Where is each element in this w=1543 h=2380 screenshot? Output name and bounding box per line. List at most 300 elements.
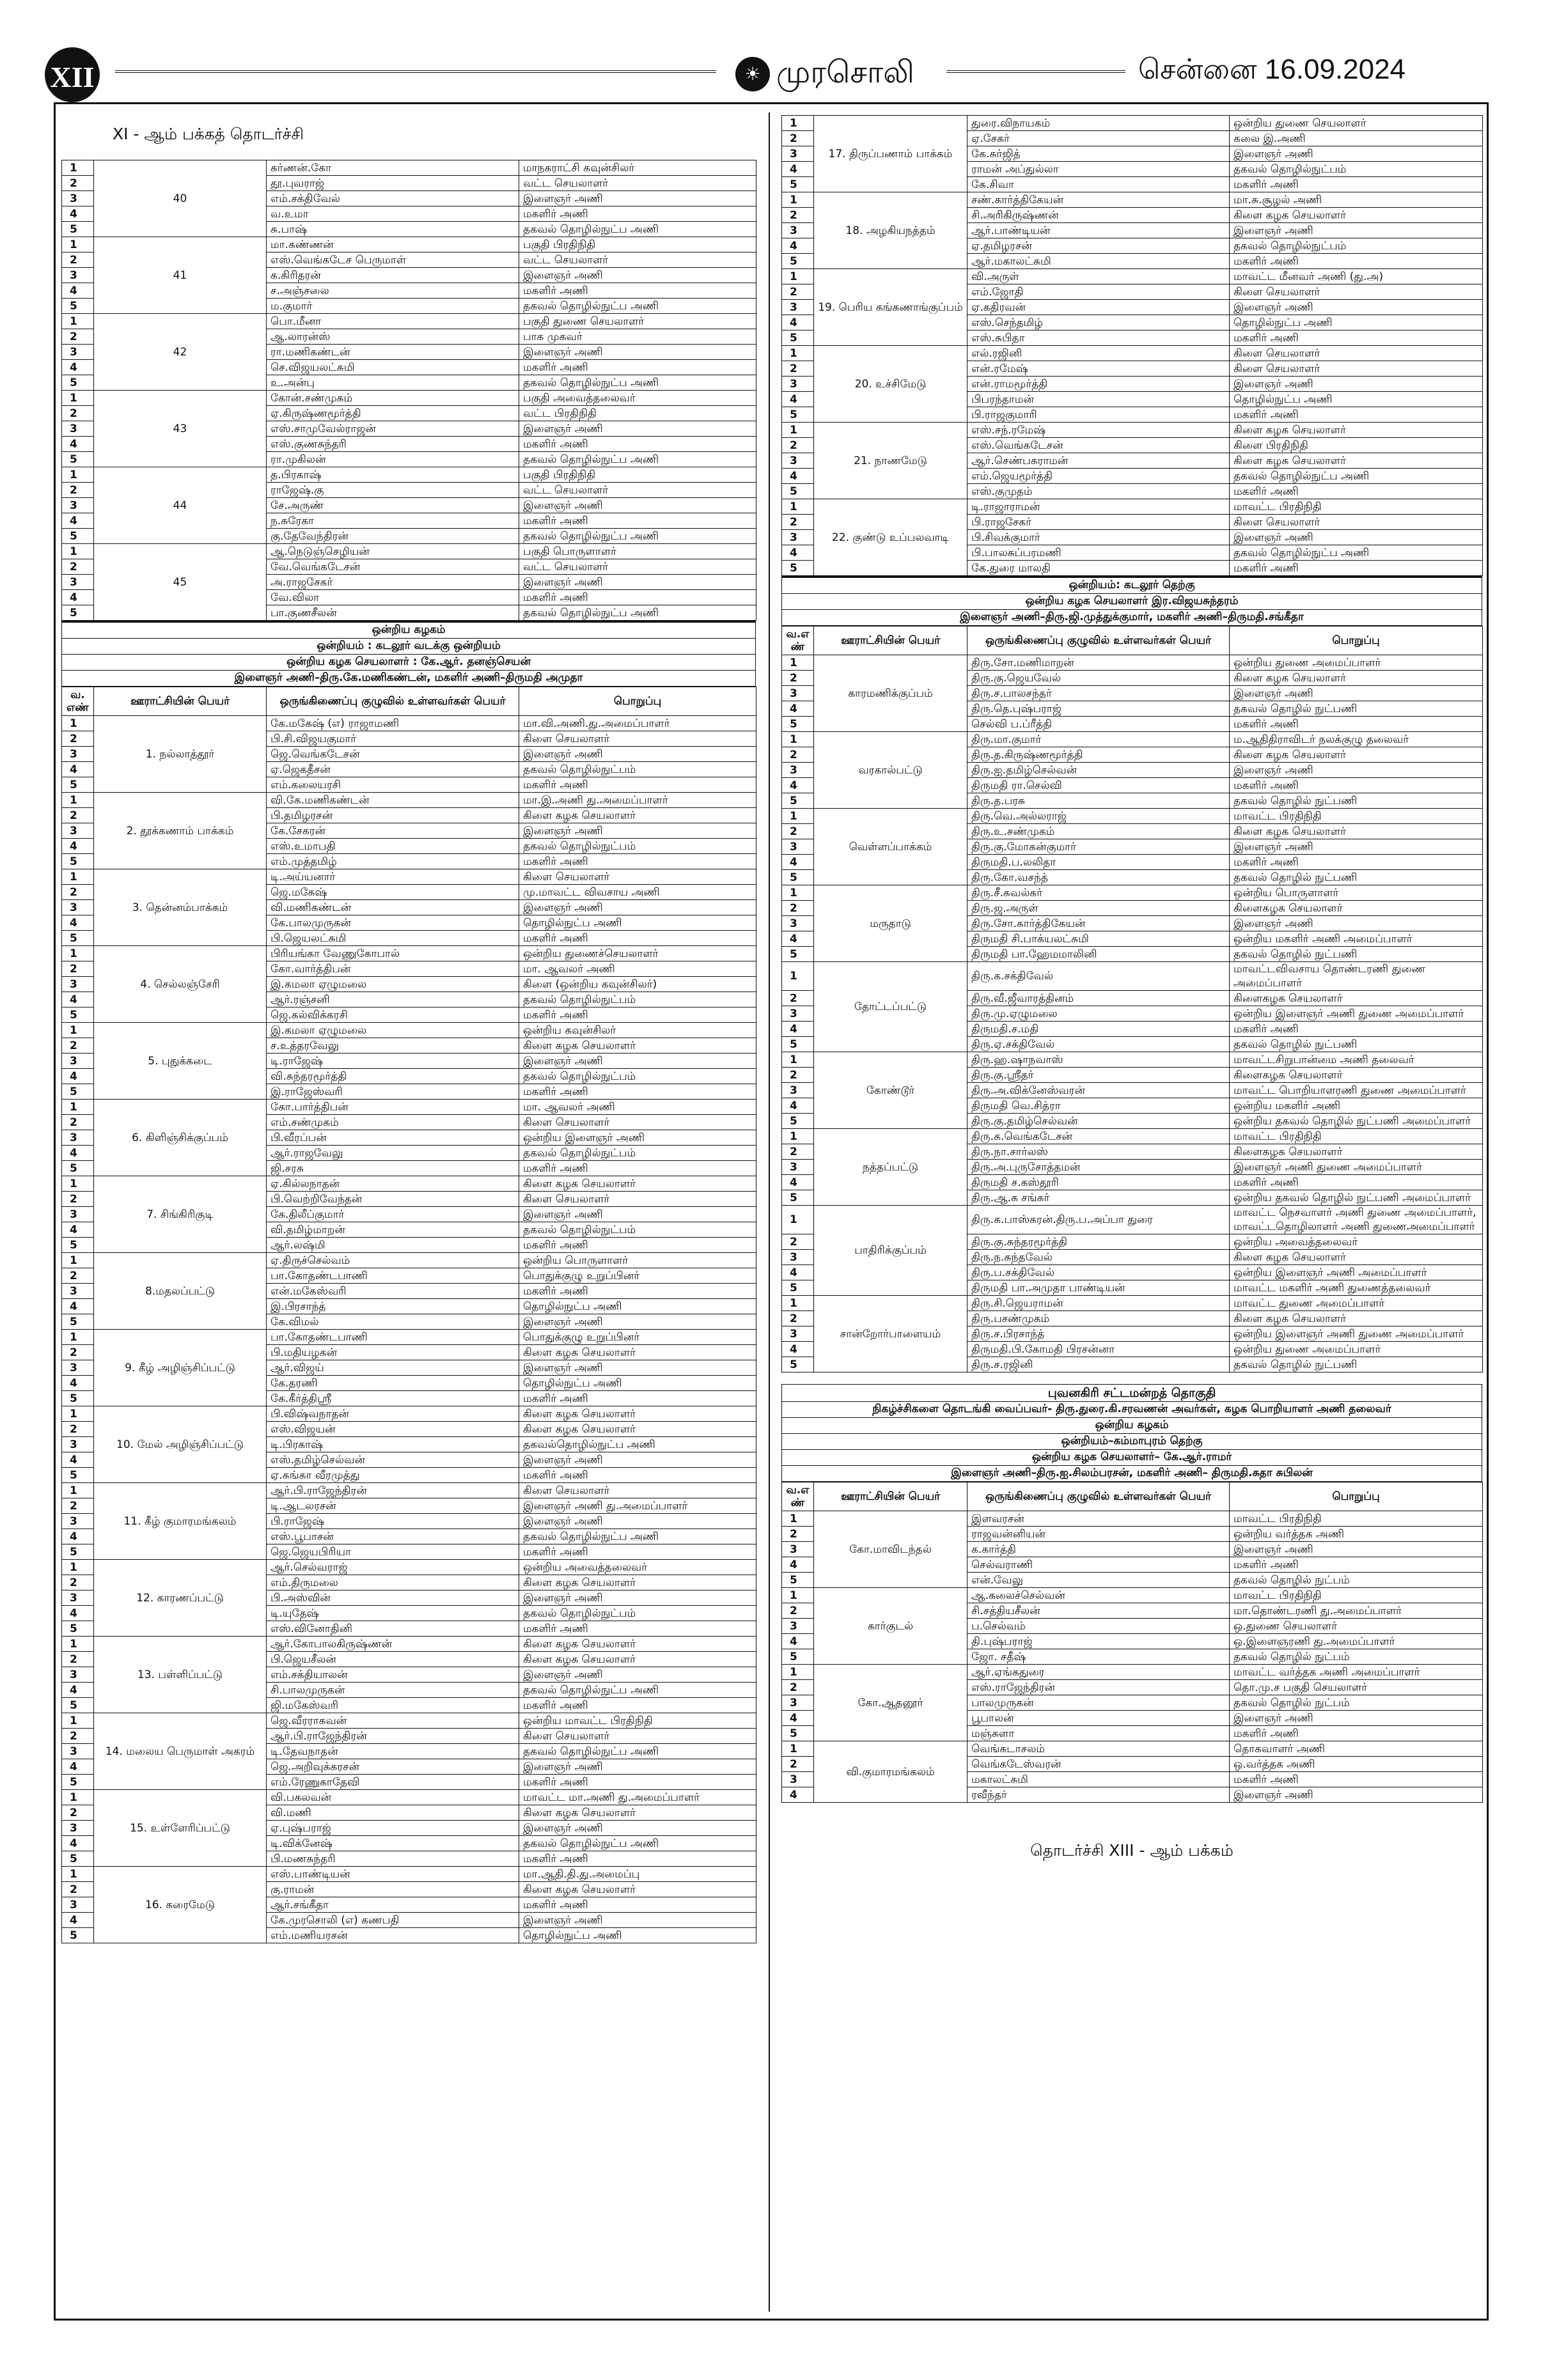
member-name: திரு.ந.சுந்தவேல் [967, 1250, 1230, 1265]
serial-number: 4 [782, 1098, 814, 1114]
table-row [62, 1330, 756, 1345]
member-name: திரு.மு.ஏழுமலை [967, 1006, 1230, 1022]
member-role: மாவட்ட பிரதிநிதி [1230, 809, 1483, 824]
area-name: காரமணிக்குப்பம் [814, 655, 967, 732]
member-role: பொதுக்குழு உறுப்பினர் [519, 1330, 756, 1345]
member-role: கிளை கழக செயலாளர் [1230, 1250, 1483, 1265]
serial-number: 2 [62, 1805, 94, 1821]
serial-number: 3 [782, 1326, 814, 1342]
serial-number: 2 [782, 1311, 814, 1326]
member-role: தகவல் தொழில் நுட்பணி [1230, 793, 1483, 809]
member-name: பி.மணசுந்தரி [267, 1851, 519, 1867]
header-sn: வ.எ ண் [782, 1482, 814, 1511]
member-role: கிளை பிரதிநிதி [1230, 438, 1483, 453]
member-name: வி.கே.மணிகண்டன் [267, 793, 519, 808]
member-role: தகவல் தொழில்நுட்பம் [1230, 162, 1483, 177]
member-name: ஜெ.வெங்கடேசன் [267, 747, 519, 762]
member-name: கே.முரசொலி (எ) கணபதி [267, 1913, 519, 1928]
table-row [62, 391, 756, 406]
serial-number: 4 [62, 1529, 94, 1544]
member-role: ஒன்றிய மகளிர் அணி [1230, 1098, 1483, 1114]
serial-number: 5 [782, 254, 814, 269]
serial-number: 4 [62, 1069, 94, 1084]
member-role: இளைஞர் அணி [519, 1054, 756, 1069]
serial-number: 1 [782, 885, 814, 901]
serial-number: 1 [782, 1129, 814, 1144]
member-role: மகளிர் அணி [1230, 1557, 1483, 1573]
member-name: ஜெ.ஜெயபிரியா [267, 1544, 519, 1560]
member-name: பா.குணசீலன் [267, 605, 519, 621]
member-role: தகவல் தொழில்நுட்ப அணி [519, 605, 756, 621]
member-role: மாநகராட்சி கவுன்சிலர் [519, 160, 756, 176]
serial-number: 5 [782, 1114, 814, 1129]
serial-number: 2 [62, 1268, 94, 1284]
member-role: கிளை கழக செயலாளர் [1230, 671, 1483, 686]
masthead [45, 45, 1496, 109]
member-name: கே.திலீப்குமார் [267, 1207, 519, 1222]
serial-number: 3 [782, 763, 814, 778]
serial-number: 1 [782, 116, 814, 131]
member-name: திரு.த.கிருஷ்ணமூர்த்தி [967, 747, 1230, 763]
member-name: இளவரசன் [967, 1511, 1230, 1527]
serial-number: 2 [62, 1652, 94, 1667]
member-role: மகளிர் அணி [1230, 1726, 1483, 1741]
member-name: திருமதி பா.அமுதா பாண்டியன் [967, 1280, 1230, 1296]
serial-number: 1 [782, 1588, 814, 1603]
member-name: கே.பாலமுருகன் [267, 915, 519, 931]
serial-number: 3 [62, 1054, 94, 1069]
serial-number: 4 [62, 1452, 94, 1468]
village-table-north [61, 687, 756, 1943]
serial-number: 2 [62, 406, 94, 421]
member-name: என்.மகேஸ்வரி [267, 1284, 519, 1299]
member-name: பாலமுருகன் [967, 1695, 1230, 1711]
member-role: கிளை கழக செயலாளர் [519, 1805, 756, 1821]
member-role: ஒன்றிய இளைஞர் அணி [519, 1130, 756, 1146]
area-name: 40 [94, 160, 267, 237]
area-name: தோட்டப்பட்டு [814, 962, 967, 1052]
serial-number: 1 [62, 391, 94, 406]
member-name: எஸ்.குணசுந்தரி [267, 437, 519, 452]
member-name: பி.மதியழகன் [267, 1345, 519, 1360]
serial-number: 3 [782, 1619, 814, 1634]
member-role: மகளிர் அணி [1230, 717, 1483, 732]
member-role: தொகவாளர் அணி [1230, 1741, 1483, 1757]
serial-number: 3 [62, 575, 94, 590]
serial-number: 3 [62, 1897, 94, 1913]
member-role: ஒன்றிய வர்த்தக அணி [1230, 1527, 1483, 1542]
table-row [782, 809, 1483, 824]
member-role: இளைஞர் அணி [1230, 1711, 1483, 1726]
serial-number: 2 [782, 284, 814, 300]
serial-number: 4 [62, 839, 94, 854]
member-role: கிளை (ஒன்றிய கவுன்சிலர்) [519, 977, 756, 992]
member-role: கிளை கழக செயலாளர் [519, 1422, 756, 1437]
area-name: 7. சிங்கிரிகுடி [94, 1176, 267, 1253]
member-name: திருமதி வெ.சித்ரா [967, 1098, 1230, 1114]
member-name: எஸ்.வினோதினி [267, 1621, 519, 1637]
serial-number: 2 [782, 1603, 814, 1619]
member-name: இ.கமலா ஏழுமலை [267, 977, 519, 992]
south-heading-1: ஒன்றியம்: கடலூர் தெற்கு [781, 576, 1482, 594]
member-role: தகவல்தொழில்நுட்ப அணி [519, 1437, 756, 1452]
member-name: திரு.க.வெங்கடேசன் [967, 1129, 1230, 1144]
table-row [782, 192, 1483, 208]
serial-number: 4 [62, 1606, 94, 1621]
member-role: கிளைகழக செயலாளர் [1230, 901, 1483, 916]
paper-title: முரசொலி [776, 55, 914, 89]
south-heading-3: இளைஞர் அணி–திரு.ஜி.முத்துக்குமார், மகளிர் அணி–திருமதி.சங்கீதா [781, 610, 1482, 626]
table-row [62, 793, 756, 808]
serial-number: 2 [782, 671, 814, 686]
serial-number: 4 [782, 315, 814, 331]
member-name: எம்.கலையரசி [267, 777, 519, 793]
member-role: தொழில்நுட்ப அணி [519, 1376, 756, 1391]
table-row [782, 1206, 1483, 1234]
table-row [782, 1588, 1483, 1603]
member-role: இளைஞர் அணி [519, 1314, 756, 1330]
serial-number: 5 [62, 854, 94, 869]
serial-number: 1 [62, 237, 94, 253]
member-role: இளைஞர் அணி [1230, 1787, 1483, 1803]
serial-number: 5 [782, 717, 814, 732]
member-role: மகளிர் அணி [519, 1238, 756, 1253]
member-name: என்.வேலு [967, 1573, 1230, 1588]
member-role: வட்ட செயலாளர் [519, 483, 756, 498]
serial-number: 2 [62, 329, 94, 345]
member-role: இளைஞர் அணி [519, 1667, 756, 1683]
area-name: 41 [94, 237, 267, 314]
member-name: எஸ்.உமாபதி [267, 839, 519, 854]
serial-number: 4 [62, 590, 94, 605]
member-role: மகளிர் அணி [519, 360, 756, 375]
member-role: இளைஞர் அணி [519, 1913, 756, 1928]
member-role: இளைஞர் அணி [519, 421, 756, 437]
member-name: ஆர்.பி.ராஜேந்திரன் [267, 1483, 519, 1498]
member-role: மகளிர் அணி [1230, 407, 1483, 423]
member-name: திரு.கு.மோகன்குமார் [967, 839, 1230, 855]
member-name: சே.அருண் [267, 498, 519, 513]
member-role: மகளிர் அணி [1230, 254, 1483, 269]
header-role: பொறுப்பு [1230, 626, 1483, 655]
member-role: இளைஞர் அணி [519, 575, 756, 590]
member-role: மாவட்ட பிரதிநிதி [1230, 1129, 1483, 1144]
member-name: பா.கோதண்டபாணி [267, 1330, 519, 1345]
member-role: மகளிர் அணி [519, 1897, 756, 1913]
area-name: 22. குண்டு உப்பலவாடி [814, 499, 967, 576]
serial-number: 5 [782, 1573, 814, 1588]
member-name: டி.யுதேஷ் [267, 1606, 519, 1621]
member-name: எஸ்.வெங்கடேசன் [967, 438, 1230, 453]
member-name: கோ.பார்த்திபன் [267, 1100, 519, 1115]
member-role: ஒன்றிய மாவட்ட பிரதிநிதி [519, 1713, 756, 1729]
member-name: ஏ.சேகர் [967, 131, 1230, 146]
serial-number: 1 [782, 269, 814, 284]
member-role: தகவல் தொழில்நுட்ப அணி [1230, 469, 1483, 484]
member-name: மா.கண்ணன் [267, 237, 519, 253]
member-role: கிளை கழக செயலாளர் [1230, 824, 1483, 839]
member-role: மகளிர் அணி [1230, 1175, 1483, 1190]
member-name: சு.பாஷ் [267, 222, 519, 237]
member-name: ஏ.கில்லநாதன் [267, 1176, 519, 1192]
serial-number: 3 [62, 268, 94, 283]
member-name: பிபரந்தாமன் [967, 392, 1230, 407]
serial-number: 3 [782, 1250, 814, 1265]
serial-number: 1 [782, 346, 814, 361]
member-role: இளைஞர் அணி [1230, 1542, 1483, 1557]
member-name: ஏ.கதிரவன் [967, 300, 1230, 315]
table-row [62, 160, 756, 176]
member-role: ஒ.துணை செயலாளர் [1230, 1619, 1483, 1634]
member-name: திருமதி சி.பாக்யலட்சுமி [967, 931, 1230, 947]
member-name: ரா.மணிகண்டன் [267, 345, 519, 360]
member-role: தகவல் தொழில்நுட்ப அணி [519, 1744, 756, 1759]
member-name: ஜோ. சதீஷ் [967, 1649, 1230, 1665]
serial-number: 5 [62, 1851, 94, 1867]
serial-number: 1 [62, 160, 94, 176]
member-role: மகளிர் அணி [1230, 1772, 1483, 1787]
member-name: தி.புஷ்பராஜ் [967, 1634, 1230, 1649]
member-role: மாவட்ட வர்த்தக அணி அமைப்பாளர் [1230, 1665, 1483, 1680]
member-role: கிளை கழக செயலாளர் [1230, 208, 1483, 223]
member-name: திரு.க.சக்திவேல் [967, 962, 1230, 991]
member-role: மாவட்ட மீனவர் அணி (து.அ) [1230, 269, 1483, 284]
serial-number: 1 [62, 1176, 94, 1192]
member-role: இளைஞர் அணி [519, 1452, 756, 1468]
serial-number: 2 [782, 1068, 814, 1083]
member-role: தகவல் தொழில் நுட்பணி [1230, 1357, 1483, 1373]
serial-number: 3 [62, 977, 94, 992]
serial-number: 5 [782, 407, 814, 423]
member-name: கு.ராமன் [267, 1882, 519, 1897]
serial-number: 1 [782, 1511, 814, 1527]
serial-number: 4 [62, 1146, 94, 1161]
member-name: இ.பிரசாந்த் [267, 1299, 519, 1314]
member-name: டி.ராஜாராமன் [967, 499, 1230, 515]
member-role: கிளை கழக செயலாளர் [1230, 1311, 1483, 1326]
member-role: மா. ஆவலர் அணி [519, 1100, 756, 1115]
member-role: மகளிர் அணி [519, 931, 756, 946]
member-role: தொழில்நுட்ப அணி [519, 1928, 756, 1943]
serial-number: 4 [62, 1759, 94, 1775]
serial-number: 2 [782, 361, 814, 377]
serial-number: 5 [62, 222, 94, 237]
member-role: இளைஞர் அணி [1230, 223, 1483, 238]
serial-number: 1 [62, 1483, 94, 1498]
serial-number: 1 [782, 732, 814, 747]
serial-number: 3 [782, 377, 814, 392]
member-name: பூபாலன் [967, 1711, 1230, 1726]
member-name: டி.ஆடலரசன் [267, 1498, 519, 1514]
member-name: எஸ்.சாமுவேல்ராஜன் [267, 421, 519, 437]
member-role: மகளிர் அணி [519, 777, 756, 793]
serial-number: 2 [62, 808, 94, 823]
serial-number: 5 [782, 484, 814, 499]
member-name: திரு.த.பரசு [967, 793, 1230, 809]
continued-footer: தொடர்ச்சி XIII - ஆம் பக்கம் [1030, 1841, 1234, 1860]
member-role: மாவட்ட மா.அணி து.அமைப்பாளர் [519, 1790, 756, 1805]
member-role: மாவட்ட பிரதிநிதி [1230, 499, 1483, 515]
serial-number: 3 [782, 686, 814, 701]
serial-number: 1 [62, 1023, 94, 1038]
member-name: ஆ.கலைச்செல்வன் [967, 1588, 1230, 1603]
member-name: ஆர்.ராஜவேலு [267, 1146, 519, 1161]
member-name: எஸ்.செந்தமிழ் [967, 315, 1230, 331]
member-role: கிளை கழக செயலாளர் [1230, 453, 1483, 469]
serial-number: 4 [782, 1557, 814, 1573]
member-role: தொழில்நுட்ப அணி [1230, 392, 1483, 407]
member-role: தகவல் தொழில்நுட்ப அணி [519, 1683, 756, 1698]
member-name: திரு.கு.தமிழ்செல்வன் [967, 1114, 1230, 1129]
member-name: எஸ்.குமுதம் [967, 484, 1230, 499]
member-role: தகவல் தொழில்நுட்ப அணி [519, 222, 756, 237]
table-row [782, 1741, 1483, 1757]
serial-number: 4 [782, 1634, 814, 1649]
member-name: எம்.சக்திவேல் [267, 191, 519, 206]
bhuvanagiri-heading-1: புவனகிரி சட்டமன்றத் தொகுதி [781, 1384, 1482, 1402]
member-name: எம்.ரேணுகாதேவி [267, 1775, 519, 1790]
member-role: ஒன்றிய துணை அமைப்பாளர் [1230, 655, 1483, 671]
serial-number: 1 [62, 1713, 94, 1729]
serial-number: 4 [62, 513, 94, 529]
village-table-kammapuram [781, 1482, 1483, 1803]
serial-number: 5 [62, 1238, 94, 1253]
serial-number: 1 [62, 946, 94, 961]
member-role: கிளைகழக செயலாளர் [1230, 1144, 1483, 1160]
member-name: எம்.முத்தமிழ் [267, 854, 519, 869]
serial-number: 3 [62, 1514, 94, 1529]
member-role: மகளிர் அணி [519, 437, 756, 452]
area-name: 10. மேல் அழிஞ்சிப்பட்டு [94, 1406, 267, 1483]
member-role: கிளை செயலாளர் [1230, 346, 1483, 361]
member-name: துரை.விநாயகம் [967, 116, 1230, 131]
member-role: மகளிர் அணி [519, 513, 756, 529]
member-name: திரு.சோ.கார்த்திகேயன் [967, 916, 1230, 931]
member-role: கிளை கழக செயலாளர் [1230, 423, 1483, 438]
serial-number: 4 [782, 701, 814, 717]
union-heading-1: ஒன்றிய கழகம் [61, 621, 756, 639]
serial-number: 4 [782, 1175, 814, 1190]
serial-number: 5 [62, 931, 94, 946]
serial-number: 3 [62, 747, 94, 762]
member-name: ப.செல்வம் [967, 1619, 1230, 1634]
table-row [782, 1665, 1483, 1680]
serial-number: 1 [62, 1406, 94, 1422]
area-name: 21. நாணமேடு [814, 423, 967, 499]
bhuvanagiri-heading-3: ஒன்றிய கழகம் [781, 1418, 1482, 1434]
member-role: வட்ட செயலாளர் [519, 253, 756, 268]
member-name: டி.அய்யனார் [267, 869, 519, 885]
member-role: தகவல் தொழில்நுட்பம் [519, 992, 756, 1007]
member-role: கிளை செயலாளர் [519, 1483, 756, 1498]
serial-number: 3 [62, 1591, 94, 1606]
member-name: ஏ.தமிழரசன் [967, 238, 1230, 254]
member-role: மகளிர் அணி [519, 206, 756, 222]
area-name: வெள்ளப்பாக்கம் [814, 809, 967, 885]
serial-number: 1 [62, 1867, 94, 1882]
member-name: திரு.ச.பிரசாந்த் [967, 1326, 1230, 1342]
member-name: எம்.திருமலை [267, 1575, 519, 1591]
serial-number: 5 [782, 561, 814, 576]
member-name: வி.மணி [267, 1805, 519, 1821]
serial-number: 1 [62, 1100, 94, 1115]
bhuvanagiri-heading-6: இளைஞர் அணி–திரு.ஐ.சிலம்பரசன், மகளிர் அணி– திருமதி.சுதா சுபிலன் [781, 1466, 1482, 1482]
table-row [62, 869, 756, 885]
serial-number: 2 [62, 885, 94, 900]
serial-number: 4 [782, 469, 814, 484]
member-name: டி.ராஜேஷ் [267, 1054, 519, 1069]
member-name: எஸ்.விஜயன் [267, 1422, 519, 1437]
member-role: இளைஞர் அணி [1230, 839, 1483, 855]
serial-number: 4 [62, 762, 94, 777]
member-name: பி.வீரப்பன் [267, 1130, 519, 1146]
member-name: இ.ராஜேஸ்வரி [267, 1084, 519, 1100]
member-name: உ.அன்பு [267, 375, 519, 391]
header-role: பொறுப்பு [1230, 1482, 1483, 1511]
member-role: கிளை கழக செயலாளர் [519, 1882, 756, 1897]
serial-number: 5 [62, 375, 94, 391]
table-row [62, 1176, 756, 1192]
member-role: தகவல் தொழில்நுட்பம் [519, 839, 756, 854]
header-name: ஒருங்கிணைப்பு குழுவில் உள்ளவர்கள் பெயர் [967, 626, 1230, 655]
union-heading-2: ஒன்றியம் : கடலூர் வடக்கு ஒன்றியம் [61, 639, 756, 655]
serial-number: 4 [782, 1342, 814, 1357]
table-row [782, 885, 1483, 901]
serial-number: 3 [62, 1130, 94, 1146]
member-name: ரா.முகிலன் [267, 452, 519, 467]
serial-number: 3 [62, 900, 94, 915]
serial-number: 5 [782, 1357, 814, 1373]
area-name: 43 [94, 391, 267, 467]
member-name: ஆர்.செல்வராஜ் [267, 1560, 519, 1575]
member-name: க.கிரிதரன் [267, 268, 519, 283]
table-row [782, 1296, 1483, 1311]
member-name: ஏ.ஜெகதீசன் [267, 762, 519, 777]
serial-number: 4 [782, 392, 814, 407]
member-role: கிளை கழக செயலாளர் [1230, 747, 1483, 763]
member-role: மாவட்ட துணை அமைப்பாளர் [1230, 1296, 1483, 1311]
member-name: கே.துரை மாலதி [967, 561, 1230, 576]
member-name: கே.சேகரன் [267, 823, 519, 839]
member-role: இளைஞர் அணி [519, 1207, 756, 1222]
member-role: பொதுக்குழு உறுப்பினர் [519, 1268, 756, 1284]
table-row [62, 1867, 756, 1882]
serial-number: 4 [62, 992, 94, 1007]
member-role: இளைஞர் அணி [1230, 686, 1483, 701]
member-name: ஆர்.விஜய் [267, 1360, 519, 1376]
member-name: பி.அஸ்வின் [267, 1591, 519, 1606]
serial-number: 2 [62, 176, 94, 191]
serial-number: 3 [62, 1207, 94, 1222]
member-role: இளைஞர் அணி [519, 1360, 756, 1376]
member-name: த.பிரகாஷ் [267, 467, 519, 483]
member-name: என்.ரமேஷ் [967, 361, 1230, 377]
member-name: பிரியங்கா வேணுகோபால் [267, 946, 519, 961]
serial-number: 1 [782, 1741, 814, 1757]
serial-number: 5 [62, 1468, 94, 1483]
member-role: மகளிர் அணி [1230, 1022, 1483, 1037]
serial-number: 5 [62, 1775, 94, 1790]
member-name: திருமதி.பி.கோமதி பிரசன்னா [967, 1342, 1230, 1357]
member-name: திருமதி ரா.செல்வி [967, 778, 1230, 793]
member-name: எஸ்.ராஜேந்திரன் [967, 1680, 1230, 1695]
member-role: பகுதி துணை செயலாளர் [519, 314, 756, 329]
serial-number: 1 [62, 793, 94, 808]
member-name: ஆர்.லஷ்மி [267, 1238, 519, 1253]
serial-number: 5 [782, 793, 814, 809]
member-role: மகளிர் அணி [1230, 561, 1483, 576]
table-row [62, 1637, 756, 1652]
